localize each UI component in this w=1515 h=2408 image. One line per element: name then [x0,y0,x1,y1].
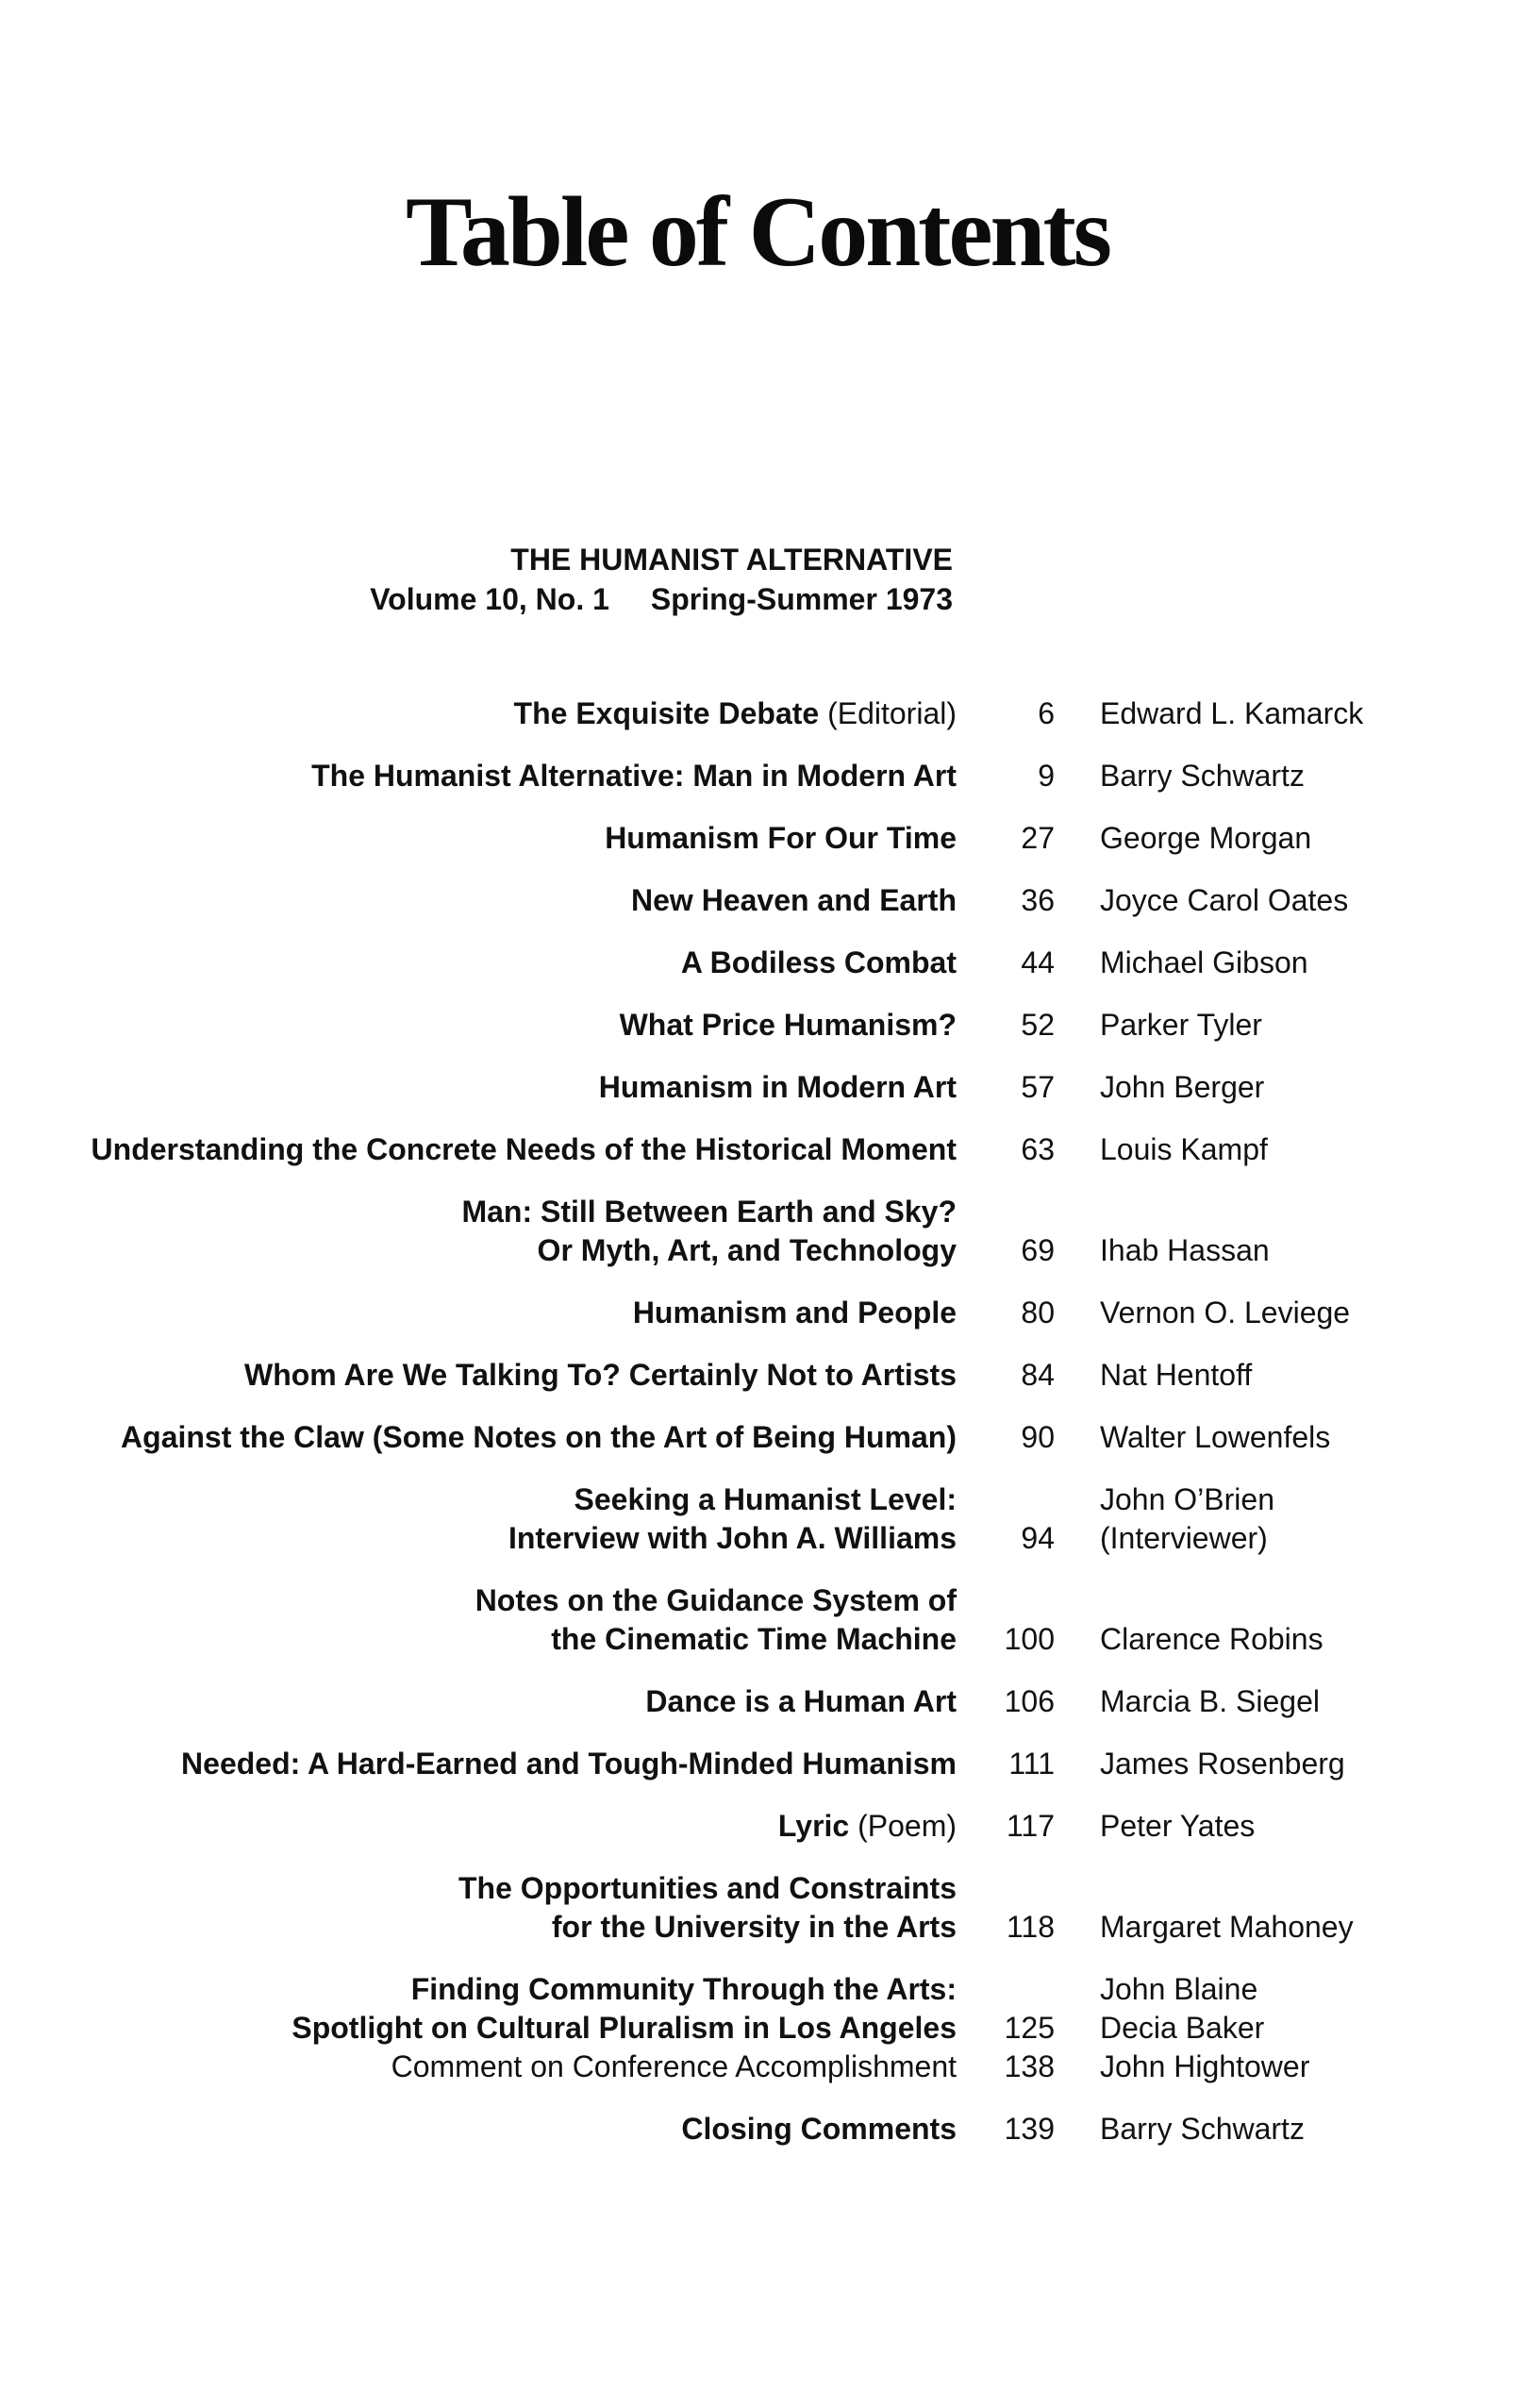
toc-entry [0,1418,1515,1457]
entry-title-text: for the University in the Arts [551,1910,957,1944]
entry-title-text: Humanism in Modern Art [598,1070,957,1104]
author-name: Marcia B. Siegel [1100,1684,1320,1718]
entry-title-text: New Heaven and Earth [631,883,957,917]
entry-title-text: Humanism For Our Time [605,821,957,855]
entry-title-text: A Bodiless Combat [680,945,957,979]
entry-title-text: Notes on the Guidance System of [474,1583,957,1617]
page-number: 90 [1021,1420,1055,1454]
author-name: John Blaine [1100,1972,1258,2006]
page-number-block [957,1231,1055,1270]
author-block [1100,1294,1350,1332]
entry-title-text: Spotlight on Cultural Pluralism in Los Angeles [291,2011,957,2045]
author-name: Peter Yates [1100,1809,1256,1843]
author-block [1100,1620,1324,1659]
author-block [1100,1356,1252,1395]
author-name: Walter Lowenfels [1100,1420,1331,1454]
page-number-block [957,2009,1055,2086]
toc-entry [0,1130,1515,1169]
entry-title-text: Humanism and People [632,1296,957,1329]
entry-title-block [0,1068,957,1107]
entry-title [0,1620,957,1659]
page-number: 44 [1021,945,1055,979]
entry-title-text: Seeking a Humanist Level: [574,1482,957,1516]
entry-title-text: Man: Still Between Earth and Sky? [461,1195,957,1229]
toc-entry [0,1006,1515,1045]
entry-title [0,1231,957,1270]
page-number: 139 [1004,2112,1055,2146]
entry-title [0,2110,957,2149]
page-number-block [957,2110,1055,2149]
page-number: 52 [1021,1008,1055,1042]
entry-title [0,757,957,795]
entry-title [0,881,957,920]
author-block [1100,1231,1270,1270]
entry-title-text: the Cinematic Time Machine [551,1622,957,1656]
page-number-block [957,881,1055,920]
entry-title [0,1418,957,1457]
entry-title-text: The Exquisite Debate [513,696,820,730]
author-name: Decia Baker [1100,2011,1265,2045]
page-number-block [957,694,1055,733]
volume-issue-row [370,579,953,619]
toc-entry [0,1807,1515,1846]
page-number-block [957,1519,1055,1558]
entry-title [0,1745,957,1783]
entry-title [0,1006,957,1045]
issue-date: Spring-Summer 1973 [650,582,953,616]
author-block [1100,1745,1345,1783]
author-name: Nat Hentoff [1100,1358,1253,1392]
toc-entry [0,1068,1515,1107]
toc-entry [0,1970,1515,2086]
comment-title: Comment on Conference Accomplishment [391,2049,957,2083]
page-title: Table of Contents [405,176,1110,287]
page-number-block [957,1620,1055,1659]
author-name: Barry Schwartz [1100,2112,1305,2146]
page-number-block [957,1068,1055,1107]
entry-note: (Editorial) [827,696,957,730]
page-number-block [957,1745,1055,1783]
entry-title-text: The Opportunities and Constraints [458,1871,957,1905]
entry-title-block [0,2110,957,2149]
author-name: Louis Kampf [1100,1132,1268,1166]
page-number-block [957,757,1055,795]
toc-entry [0,2110,1515,2149]
entry-title-block [0,1418,957,1457]
page-number: 69 [1021,1233,1055,1267]
page-number: 118 [1006,1910,1055,1944]
page-number: 27 [1021,821,1055,855]
volume-number: Volume 10, No. 1 [370,582,609,616]
author-name: Margaret Mahoney [1100,1910,1354,1944]
author-name: James Rosenberg [1100,1747,1345,1781]
toc-entry [0,1745,1515,1783]
author-name: Edward L. Kamarck [1100,696,1364,730]
toc-entry [0,1294,1515,1332]
author-name: Parker Tyler [1100,1008,1262,1042]
entry-title [0,1356,957,1395]
author-block [1100,1130,1268,1169]
author-name: Ihab Hassan [1100,1233,1270,1267]
toc-entry [0,819,1515,858]
entry-title-text: What Price Humanism? [619,1008,957,1042]
page-number-block [957,1294,1055,1332]
page-number-block [957,944,1055,982]
masthead [370,540,953,619]
page-number: 80 [1021,1296,1055,1329]
toc-entry [0,944,1515,982]
author-name: John Berger [1100,1070,1265,1104]
entry-title-block [0,757,957,795]
entry-title [0,694,957,733]
comment-page-number: 138 [1004,2049,1055,2083]
page-number-block [957,1908,1055,1947]
page-number: 9 [1038,759,1055,793]
author-block [1100,1006,1262,1045]
table-of-contents [0,694,1515,2172]
toc-entry [0,881,1515,920]
page-number: 106 [1004,1684,1055,1718]
entry-title [0,1682,957,1721]
toc-entry [0,1682,1515,1721]
page-number: 111 [1008,1747,1055,1781]
author-block [1100,2110,1305,2149]
page-number: 84 [1021,1358,1055,1392]
author-block [1100,944,1308,982]
entry-title-block [0,1130,957,1169]
entry-title-block [0,819,957,858]
toc-entry [0,757,1515,795]
page-number: 117 [1006,1809,1055,1843]
author-name: Joyce Carol Oates [1100,883,1349,917]
page-number-block [957,1130,1055,1169]
entry-title-block [0,1193,957,1270]
entry-title-block [0,1006,957,1045]
entry-title [0,1480,957,1519]
entry-title-block [0,881,957,920]
page-number: 100 [1004,1622,1055,1656]
author-block [1100,757,1305,795]
entry-title-text: The Humanist Alternative: Man in Modern Art [311,759,957,793]
entry-title-text: Whom Are We Talking To? Certainly Not to Artists [244,1358,957,1392]
author-block [1100,1068,1264,1107]
entry-title [0,1869,957,1908]
entry-title-block [0,1581,957,1659]
entry-title-block [0,1970,957,2086]
author-block [1100,1418,1330,1457]
page-number-block [957,1807,1055,1846]
author-name: (Interviewer) [1100,1521,1268,1555]
page-number: 36 [1021,883,1055,917]
author-name: George Morgan [1100,821,1312,855]
author-name: Clarence Robins [1100,1622,1324,1656]
entry-title [0,944,957,982]
page-number: 125 [1004,2011,1055,2045]
entry-title-text: Lyric [777,1809,850,1843]
entry-title [0,1807,957,1846]
entry-title-text: Understanding the Concrete Needs of the Historical Moment [91,1132,957,1166]
toc-entry [0,1193,1515,1270]
author-block [1100,694,1363,733]
toc-entry [0,694,1515,733]
author-block [1100,1480,1274,1558]
entry-title [0,1581,957,1620]
page-number-block [957,819,1055,858]
entry-title [0,1970,957,2009]
entry-title [0,1130,957,1169]
entry-title-text: Against the Claw (Some Notes on the Art of Being Human) [121,1420,957,1454]
author-block [1100,1908,1354,1947]
entry-title-text: Interview with John A. Williams [508,1521,957,1555]
journal-name: THE HUMANIST ALTERNATIVE [510,543,953,577]
entry-title-block [0,694,957,733]
entry-title [0,2009,957,2048]
author-name: Barry Schwartz [1100,759,1305,793]
entry-title-block [0,1356,957,1395]
page-number: 63 [1021,1132,1055,1166]
entry-title [0,819,957,858]
page-number-block [957,1418,1055,1457]
author-block [1100,1682,1320,1721]
entry-title-block [0,1480,957,1558]
entry-title-block [0,1807,957,1846]
entry-title-text: Needed: A Hard-Earned and Tough-Minded Humanism [181,1747,957,1781]
author-block [1100,881,1348,920]
author-name: Vernon O. Leviege [1100,1296,1351,1329]
entry-title [0,1294,957,1332]
entry-title-block [0,1682,957,1721]
toc-entry [0,1356,1515,1395]
author-block [1100,819,1311,858]
entry-title [0,1068,957,1107]
toc-entry [0,1869,1515,1947]
entry-title-text: Closing Comments [681,2112,957,2146]
entry-note: (Poem) [857,1809,957,1843]
page-number: 94 [1021,1521,1055,1555]
entry-title-text: Dance is a Human Art [645,1684,957,1718]
page-number-block [957,1682,1055,1721]
comment-author: John Hightower [1100,2049,1310,2083]
entry-title-block [0,1869,957,1947]
page-number: 6 [1038,696,1055,730]
toc-entry [0,1480,1515,1558]
author-name: Michael Gibson [1100,945,1308,979]
toc-entry [0,1581,1515,1659]
author-name: John O’Brien [1100,1482,1274,1516]
entry-title [0,1519,957,1558]
entry-title [0,1908,957,1947]
entry-title-block [0,944,957,982]
entry-title-block [0,1294,957,1332]
entry-title-text: Or Myth, Art, and Technology [537,1233,957,1267]
entry-title-block [0,1745,957,1783]
entry-title-text: Finding Community Through the Arts: [410,1972,957,2006]
page-number-block [957,1006,1055,1045]
page-number-block [957,1356,1055,1395]
author-block [1100,1970,1309,2086]
author-block [1100,1807,1255,1846]
page-number: 57 [1021,1070,1055,1104]
entry-title [0,1193,957,1231]
